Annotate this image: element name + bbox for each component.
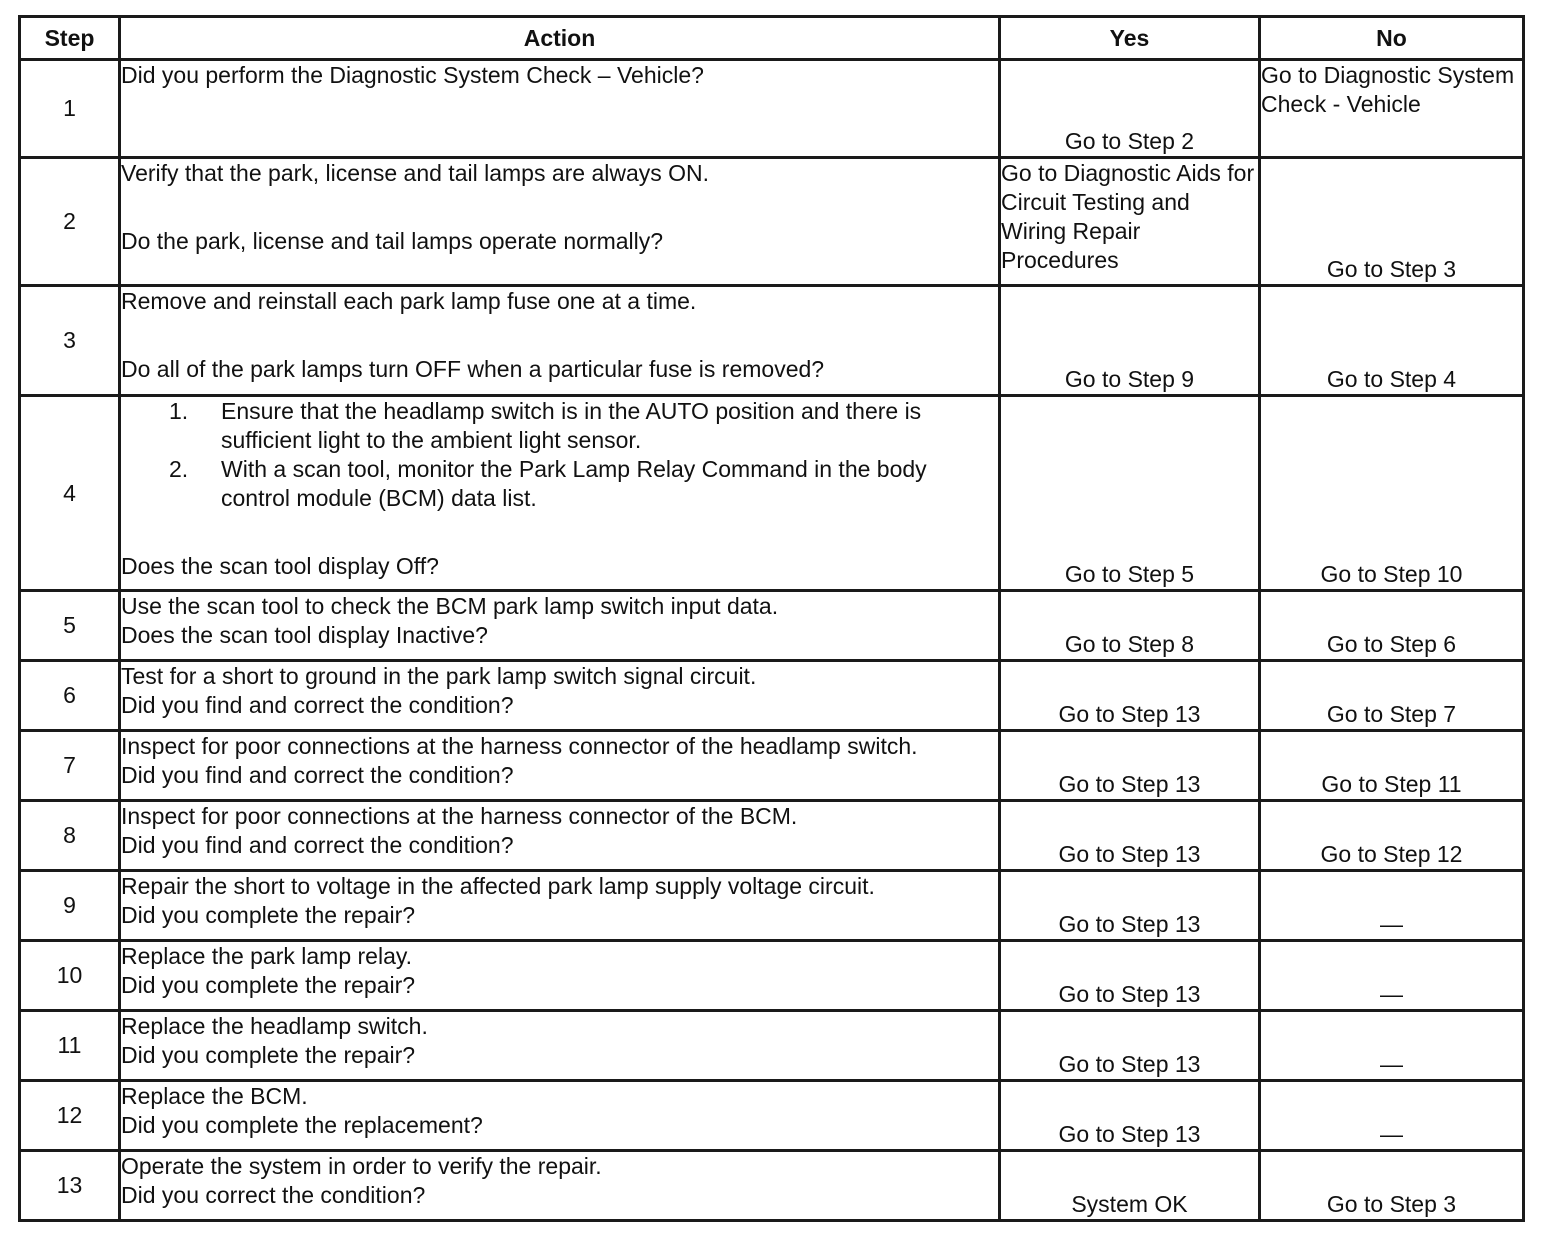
step-number: 9 <box>20 871 120 941</box>
no-cell: — <box>1260 1011 1524 1081</box>
no-cell: Go to Step 12 <box>1260 801 1524 871</box>
header-yes: Yes <box>1000 17 1260 60</box>
action-text: Operate the system in order to verify the repair. <box>121 1153 602 1179</box>
yes-cell: Go to Step 13 <box>1000 1011 1260 1081</box>
no-cell: — <box>1260 871 1524 941</box>
table-row <box>20 591 1524 661</box>
table-row <box>20 1151 1524 1221</box>
action-question: Did you complete the repair? <box>121 972 416 998</box>
yes-cell: Go to Step 13 <box>1000 661 1260 731</box>
no-cell: Go to Step 4 <box>1260 286 1524 396</box>
no-cell: Go to Step 7 <box>1260 661 1524 731</box>
no-cell: Go to Step 3 <box>1260 158 1524 286</box>
step-number: 3 <box>20 286 120 396</box>
action-text: Replace the park lamp relay. <box>121 943 413 969</box>
substep-text: Ensure that the headlamp switch is in the AUTO position and there is sufficient light to the ambient light sensor. <box>221 398 922 453</box>
table-row <box>20 871 1524 941</box>
action-text: Test for a short to ground in the park lamp switch signal circuit. <box>121 663 757 689</box>
table-row <box>20 60 1524 158</box>
action-text: Inspect for poor connections at the harness connector of the headlamp switch. <box>121 733 918 759</box>
action-text: Use the scan tool to check the BCM park lamp switch input data. <box>121 593 779 619</box>
action-text: Repair the short to voltage in the affected park lamp supply voltage circuit. <box>121 873 875 899</box>
action-cell <box>120 591 1000 661</box>
yes-cell: Go to Step 13 <box>1000 801 1260 871</box>
list-item <box>169 397 998 455</box>
no-cell: — <box>1260 1081 1524 1151</box>
action-cell <box>120 1081 1000 1151</box>
step-number: 5 <box>20 591 120 661</box>
no-cell: Go to Step 10 <box>1260 396 1524 591</box>
table-row <box>20 731 1524 801</box>
action-text: Verify that the park, license and tail lamps are always ON. <box>121 160 710 186</box>
yes-cell: Go to Step 8 <box>1000 591 1260 661</box>
table-row <box>20 286 1524 396</box>
step-number: 13 <box>20 1151 120 1221</box>
yes-cell: Go to Step 13 <box>1000 731 1260 801</box>
step-number: 8 <box>20 801 120 871</box>
step-number: 6 <box>20 661 120 731</box>
action-question: Did you complete the repair? <box>121 1042 416 1068</box>
substep-number: 2. <box>169 456 189 482</box>
action-question: Did you find and correct the condition? <box>121 692 514 718</box>
table-row <box>20 941 1524 1011</box>
action-text: Replace the headlamp switch. <box>121 1013 428 1039</box>
action-question: Did you find and correct the condition? <box>121 832 514 858</box>
table-row <box>20 1081 1524 1151</box>
substep-list <box>121 397 998 513</box>
action-cell <box>120 941 1000 1011</box>
no-cell: Go to Diagnostic System Check - Vehicle <box>1260 60 1524 158</box>
action-text: Inspect for poor connections at the harness connector of the BCM. <box>121 803 798 829</box>
action-question: Did you complete the repair? <box>121 902 416 928</box>
header-row <box>20 17 1524 60</box>
table-row <box>20 1011 1524 1081</box>
no-cell: Go to Step 11 <box>1260 731 1524 801</box>
yes-cell: System OK <box>1000 1151 1260 1221</box>
step-number: 10 <box>20 941 120 1011</box>
no-cell: Go to Step 6 <box>1260 591 1524 661</box>
action-question: Does the scan tool display Off? <box>121 553 439 579</box>
table-row <box>20 396 1524 591</box>
yes-cell: Go to Step 13 <box>1000 941 1260 1011</box>
step-number: 4 <box>20 396 120 591</box>
substep-number: 1. <box>169 398 189 424</box>
action-cell <box>120 396 1000 591</box>
action-cell <box>120 731 1000 801</box>
yes-cell: Go to Step 2 <box>1000 60 1260 158</box>
action-cell <box>120 661 1000 731</box>
action-cell <box>120 286 1000 396</box>
action-question: Do all of the park lamps turn OFF when a particular fuse is removed? <box>121 356 825 382</box>
list-item <box>169 455 998 513</box>
yes-cell: Go to Step 13 <box>1000 1081 1260 1151</box>
action-text: Replace the BCM. <box>121 1083 308 1109</box>
action-cell <box>120 801 1000 871</box>
diagnostic-table <box>18 15 1525 1222</box>
action-text: Did you perform the Diagnostic System Check – Vehicle? <box>121 62 704 88</box>
table-row <box>20 661 1524 731</box>
no-cell: — <box>1260 941 1524 1011</box>
action-text: Remove and reinstall each park lamp fuse one at a time. <box>121 288 697 314</box>
action-question: Did you find and correct the condition? <box>121 762 514 788</box>
action-question: Do the park, license and tail lamps operate normally? <box>121 228 664 254</box>
yes-cell: Go to Step 13 <box>1000 871 1260 941</box>
table-row <box>20 158 1524 286</box>
header-action: Action <box>120 17 1000 60</box>
action-question: Does the scan tool display Inactive? <box>121 622 488 648</box>
action-cell <box>120 60 1000 158</box>
action-question: Did you correct the condition? <box>121 1182 426 1208</box>
header-step: Step <box>20 17 120 60</box>
step-number: 7 <box>20 731 120 801</box>
step-number: 12 <box>20 1081 120 1151</box>
action-cell <box>120 871 1000 941</box>
step-number: 11 <box>20 1011 120 1081</box>
yes-cell: Go to Step 5 <box>1000 396 1260 591</box>
step-number: 1 <box>20 60 120 158</box>
yes-cell: Go to Step 9 <box>1000 286 1260 396</box>
yes-cell: Go to Diagnostic Aids for Circuit Testing and Wiring Repair Procedures <box>1000 158 1260 286</box>
table-row <box>20 801 1524 871</box>
substep-text: With a scan tool, monitor the Park Lamp Relay Command in the body control module (BCM) data list. <box>221 456 927 511</box>
action-cell <box>120 1011 1000 1081</box>
action-cell <box>120 158 1000 286</box>
action-question: Did you complete the replacement? <box>121 1112 483 1138</box>
action-cell <box>120 1151 1000 1221</box>
step-number: 2 <box>20 158 120 286</box>
header-no: No <box>1260 17 1524 60</box>
no-cell: Go to Step 3 <box>1260 1151 1524 1221</box>
